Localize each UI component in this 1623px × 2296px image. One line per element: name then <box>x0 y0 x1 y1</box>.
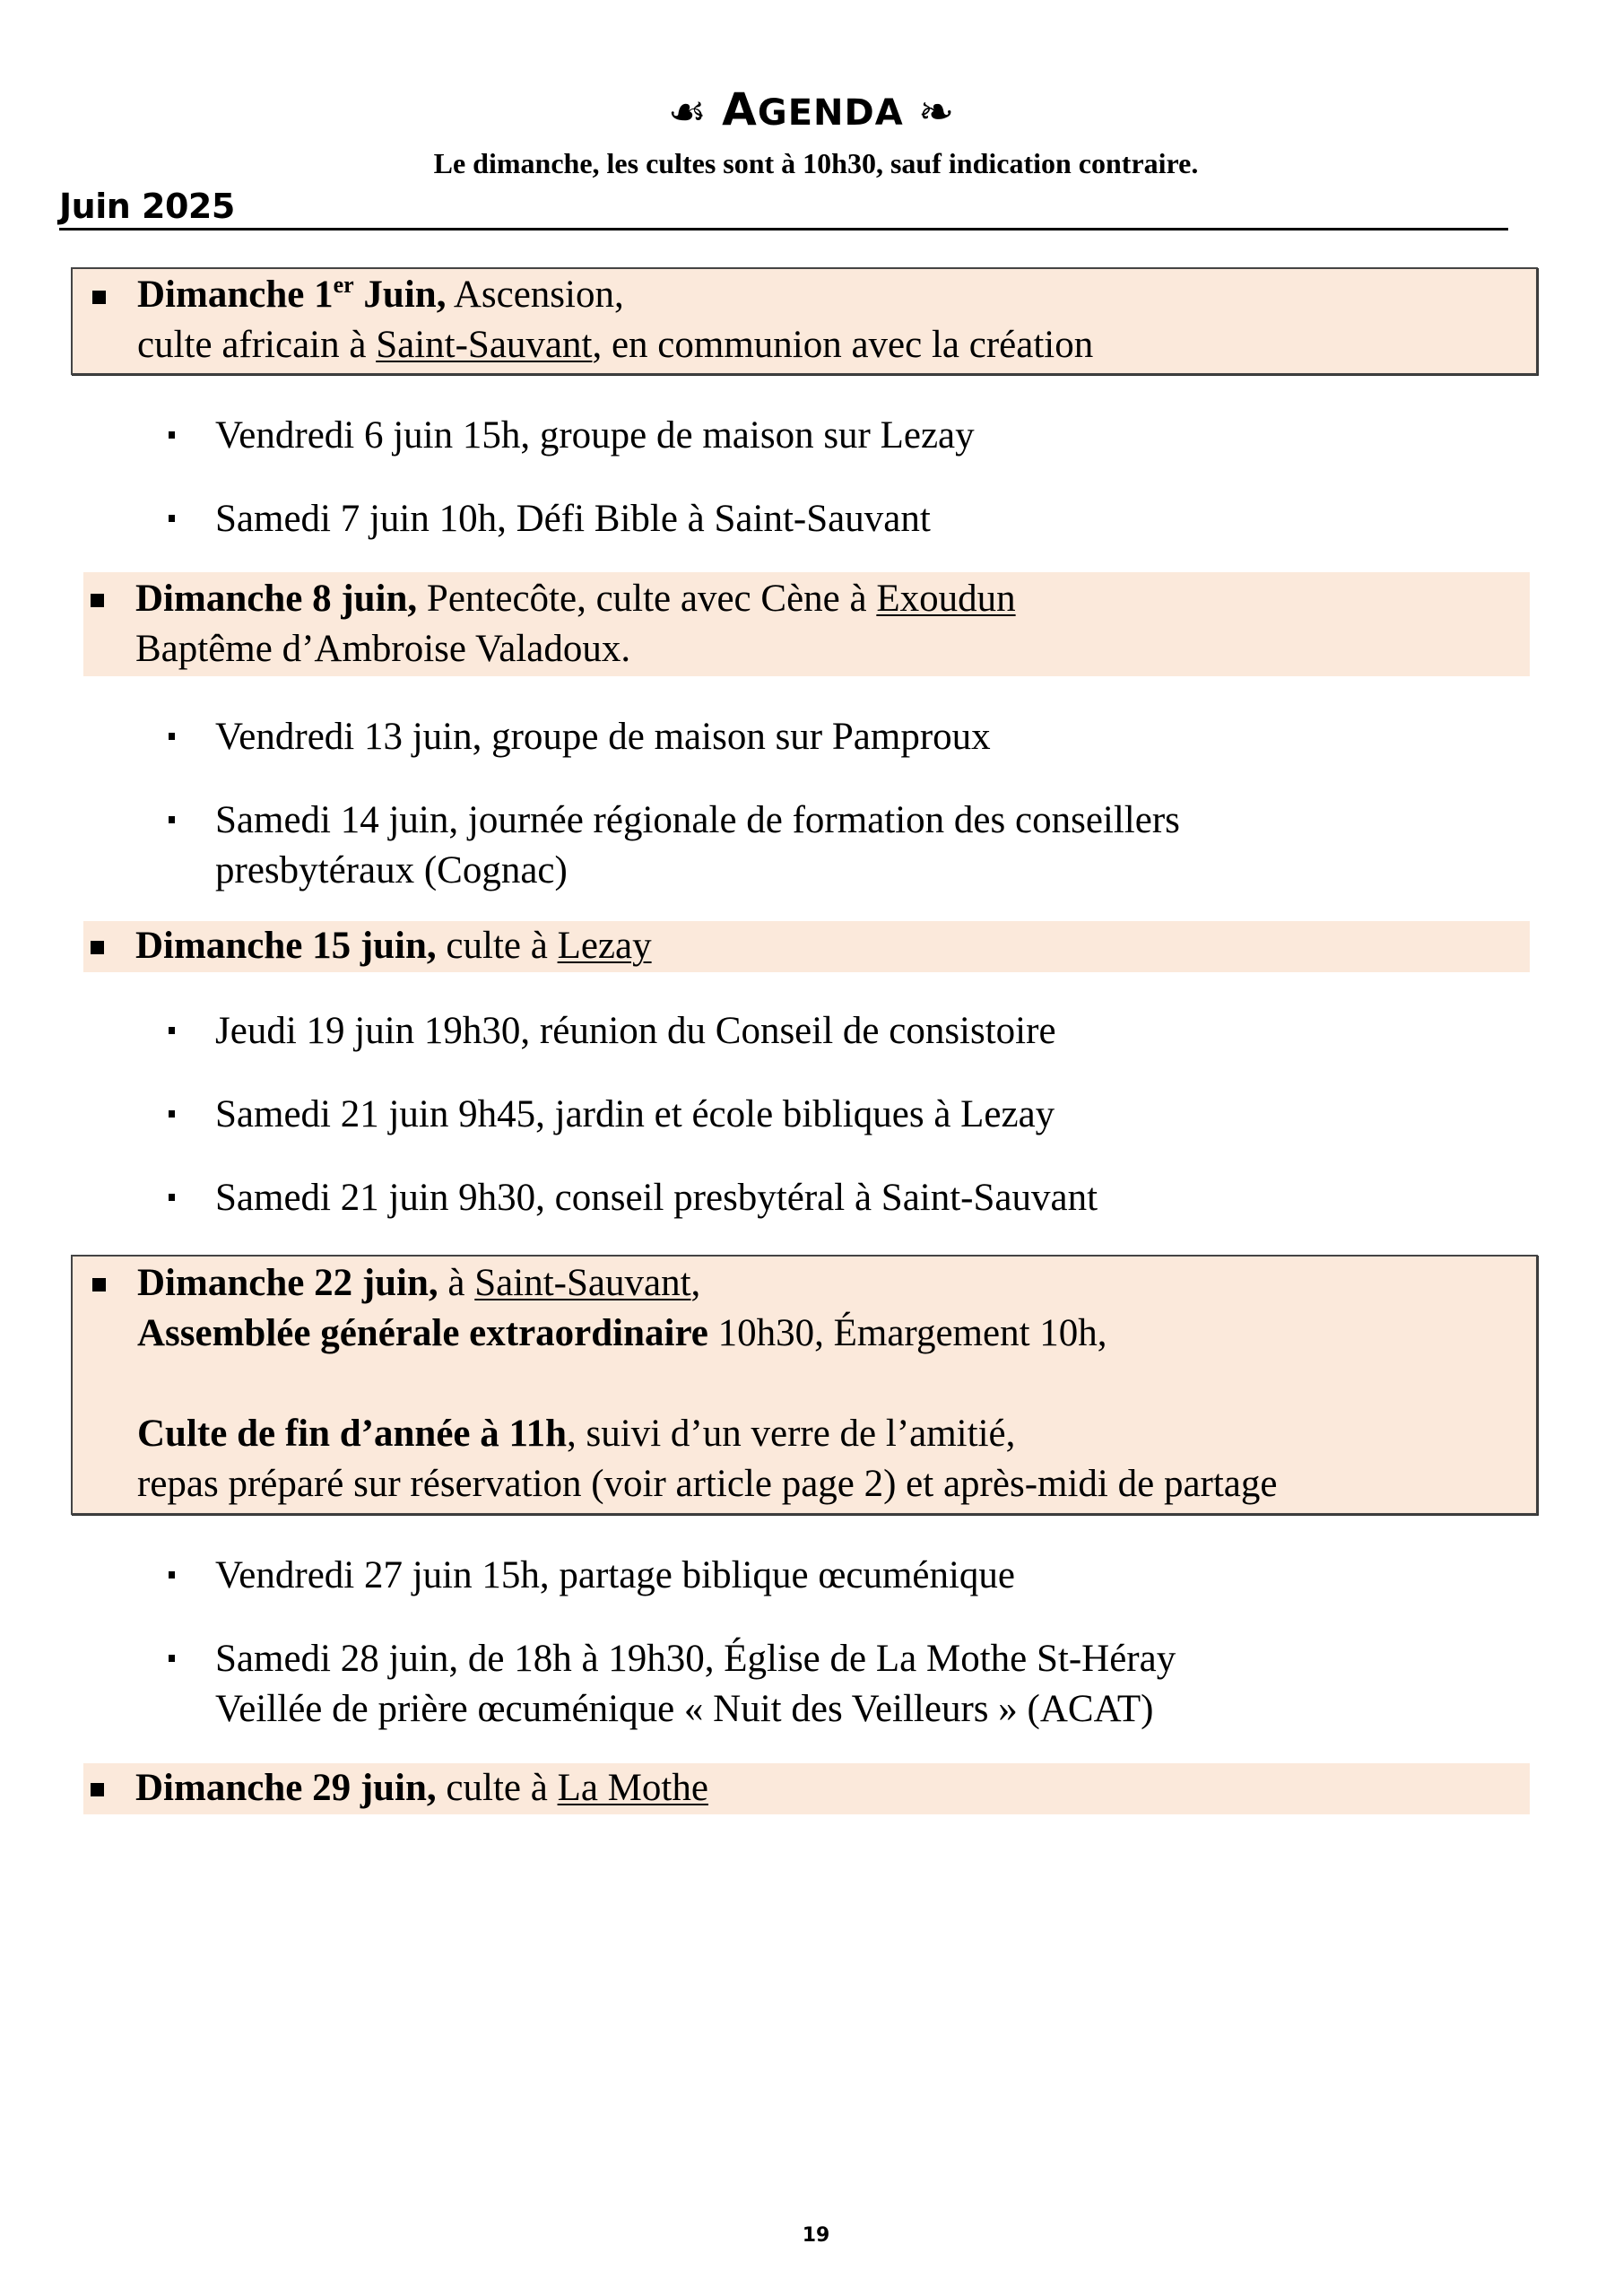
sunday-event-22 <box>71 1255 1538 1515</box>
event-text: Jeudi 19 juin 19h30, réunion du Conseil de consistoire <box>215 1010 1056 1052</box>
weekday-event <box>215 1006 1056 1057</box>
event-date: Dimanche 15 juin, <box>135 925 437 967</box>
event-desc: , en communion avec la création <box>592 324 1094 366</box>
weekday-event <box>215 712 991 762</box>
event-desc: 10h30, Émargement 10h, <box>707 1312 1107 1354</box>
event-line <box>137 320 1093 370</box>
event-line <box>137 270 1093 320</box>
event-line <box>135 921 652 971</box>
title-rest: GENDA <box>757 92 904 134</box>
event-desc: , <box>690 1262 701 1304</box>
event-date-month: Juin, <box>353 274 447 316</box>
weekday-event <box>215 411 975 461</box>
event-text: Vendredi 27 juin 15h, partage biblique œcuménique <box>215 1554 1016 1596</box>
square-bullet-icon <box>92 291 106 304</box>
event-desc: à <box>438 1262 475 1304</box>
event-desc: culte à <box>436 1767 558 1809</box>
event-line <box>137 1309 1277 1359</box>
event-line <box>135 1763 708 1813</box>
weekday-event <box>215 494 931 544</box>
small-square-bullet-icon <box>169 816 175 823</box>
month-divider <box>59 228 1508 230</box>
page-title <box>0 83 1623 140</box>
event-desc: Pentecôte, culte avec Cène à <box>417 578 877 620</box>
small-square-bullet-icon <box>169 1194 175 1201</box>
location-link[interactable]: Lezay <box>557 925 652 967</box>
event-date: Dimanche 1 <box>137 274 334 316</box>
event-text: Vendredi 13 juin, groupe de maison sur Pamproux <box>215 716 991 758</box>
location-link[interactable]: La Mothe <box>557 1767 708 1809</box>
small-square-bullet-icon <box>169 515 175 522</box>
square-bullet-icon <box>91 594 104 607</box>
event-text: Samedi 7 juin 10h, Défi Bible à Saint-Sauvant <box>215 498 931 540</box>
location-link[interactable]: Saint-Sauvant <box>376 324 593 366</box>
event-date: Dimanche 29 juin, <box>135 1767 437 1809</box>
weekday-event <box>215 1551 1015 1601</box>
sunday-event-1 <box>71 267 1538 375</box>
event-desc: culte africain à <box>137 324 377 366</box>
square-bullet-icon <box>91 1783 104 1796</box>
event-text: Samedi 21 juin 9h30, conseil presbytéral à Saint-Sauvant <box>215 1177 1098 1219</box>
event-line: repas préparé sur réservation (voir article page 2) et après-midi de partage <box>137 1463 1278 1505</box>
event-desc: culte à <box>436 925 558 967</box>
weekday-event <box>215 1173 1098 1223</box>
small-square-bullet-icon <box>169 1110 175 1118</box>
event-text: Samedi 21 juin 9h45, jardin et école bibliques à Lezay <box>215 1093 1055 1135</box>
event-date: Dimanche 8 juin, <box>135 578 418 620</box>
square-bullet-icon <box>92 1278 106 1292</box>
title-first-letter: A <box>722 83 758 135</box>
event-desc: Ascension, <box>446 274 624 316</box>
small-square-bullet-icon <box>169 1027 175 1034</box>
event-desc: , suivi d’un verre de l’amitié, <box>567 1413 1016 1455</box>
event-line <box>137 1409 1277 1459</box>
location-link[interactable]: Exoudun <box>876 578 1016 620</box>
event-line: Baptême d’Ambroise Valadoux. <box>135 628 631 670</box>
page-number: 19 <box>802 2224 830 2247</box>
square-bullet-icon <box>91 941 104 954</box>
event-text: presbytéraux (Cognac) <box>215 849 568 891</box>
event-text: Samedi 14 juin, journée régionale de formation des conseillers <box>215 799 1180 841</box>
location-link[interactable]: Saint-Sauvant <box>474 1262 691 1304</box>
blank-line <box>137 1359 1277 1409</box>
event-date-sup: er <box>333 272 354 298</box>
sunday-event-15 <box>83 921 1530 972</box>
event-highlight: Culte de fin d’année à 11h <box>137 1413 568 1455</box>
weekday-event <box>215 796 1180 896</box>
event-line <box>137 1258 1277 1309</box>
event-text: Samedi 28 juin, de 18h à 19h30, Église de La Mothe St-Héray <box>215 1638 1176 1680</box>
event-text: Vendredi 6 juin 15h, groupe de maison sur Lezay <box>215 414 975 457</box>
sunday-event-8 <box>83 572 1530 676</box>
fleuron-right-icon: ❧ <box>917 87 956 137</box>
event-line <box>135 574 1016 624</box>
event-highlight: Assemblée générale extraordinaire <box>137 1312 708 1354</box>
small-square-bullet-icon <box>169 733 175 740</box>
small-square-bullet-icon <box>169 1655 175 1662</box>
weekday-event <box>215 1090 1055 1140</box>
sunday-event-29 <box>83 1763 1530 1814</box>
fleuron-left-icon: ☙ <box>667 87 707 137</box>
small-square-bullet-icon <box>169 1571 175 1578</box>
month-heading: Juin 2025 <box>59 187 235 226</box>
small-square-bullet-icon <box>169 431 175 439</box>
event-date: Dimanche 22 juin, <box>137 1262 438 1304</box>
weekday-event <box>215 1634 1176 1735</box>
event-text: Veillée de prière œcuménique « Nuit des Veilleurs » (ACAT) <box>215 1688 1154 1730</box>
page-subtitle: Le dimanche, les cultes sont à 10h30, sauf indication contraire. <box>433 147 1199 179</box>
